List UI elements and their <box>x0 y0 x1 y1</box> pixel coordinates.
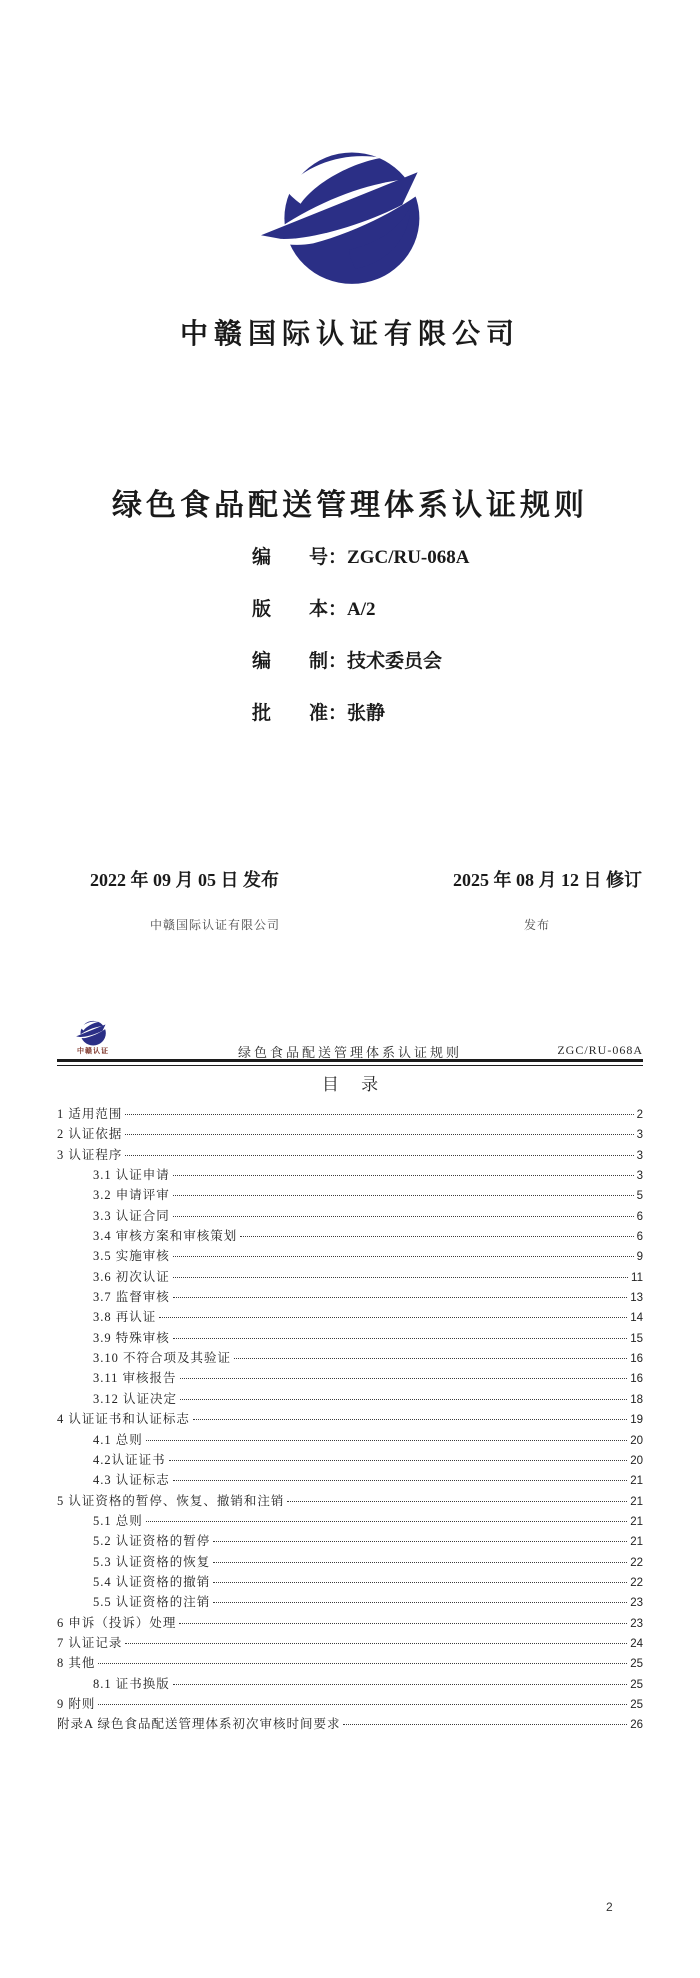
toc-entry[interactable] <box>57 1430 643 1450</box>
toc-dot-leader <box>173 1684 627 1685</box>
toc-entry[interactable] <box>57 1633 643 1653</box>
toc-dot-leader <box>213 1582 627 1583</box>
release-date: 2022 年 09 月 05 日 发布 <box>90 870 279 890</box>
page-number: 2 <box>606 1900 613 1914</box>
toc-entry-label: 3.12 认证决定 <box>93 1391 178 1406</box>
toc-entry-label: 5.4 认证资格的撤销 <box>93 1574 211 1589</box>
toc-dot-leader <box>234 1358 627 1359</box>
toc-dot-leader <box>146 1440 627 1441</box>
toc-entry-page: 15 <box>630 1332 643 1345</box>
toc-dot-leader <box>125 1134 633 1135</box>
toc-entry-label: 5.2 认证资格的暂停 <box>93 1534 211 1549</box>
toc-entry[interactable] <box>57 1226 643 1246</box>
issuer-name: 中赣国际认证有限公司 <box>150 918 281 932</box>
header-rule <box>57 1059 643 1066</box>
toc-dot-leader <box>98 1704 627 1705</box>
toc-entry-label: 5.3 认证资格的恢复 <box>93 1554 211 1569</box>
toc-entry[interactable] <box>57 1409 643 1429</box>
toc-entry-page: 9 <box>636 1251 643 1264</box>
toc-entry-page: 24 <box>630 1637 643 1650</box>
toc-entry-label: 3.4 审核方案和审核策划 <box>93 1229 238 1244</box>
toc-entry-label: 7 认证记录 <box>57 1635 123 1650</box>
toc-entry-label: 4.2认证证书 <box>93 1452 166 1467</box>
toc-entry-page: 18 <box>630 1393 643 1406</box>
toc-entry-page: 3 <box>636 1149 643 1162</box>
toc-dot-leader <box>173 1175 634 1176</box>
toc-entry[interactable] <box>57 1694 643 1714</box>
toc-entry-page: 16 <box>630 1353 643 1366</box>
toc-entry[interactable] <box>57 1592 643 1612</box>
toc-dot-leader <box>173 1297 627 1298</box>
toc-entry-page: 11 <box>631 1271 643 1284</box>
toc-entry[interactable] <box>57 1552 643 1572</box>
toc-entry-page: 22 <box>630 1576 643 1589</box>
toc-entry-page: 23 <box>630 1597 643 1610</box>
toc-entry-label: 5 认证资格的暂停、恢复、撤销和注销 <box>57 1493 285 1508</box>
company-name: 中赣国际认证有限公司 <box>179 319 520 350</box>
toc-dot-leader <box>125 1643 627 1644</box>
toc-entry-label: 4.1 总则 <box>93 1432 143 1447</box>
toc-dot-leader <box>180 1378 628 1379</box>
toc-entry[interactable] <box>57 1185 643 1205</box>
toc-dot-leader <box>213 1541 627 1542</box>
field-label: 批 准： <box>252 703 348 724</box>
toc-dot-leader <box>193 1419 627 1420</box>
toc-entry-label: 3.6 初次认证 <box>93 1269 170 1284</box>
toc-entry[interactable] <box>57 1206 643 1226</box>
toc-entry[interactable] <box>57 1572 643 1592</box>
toc-dot-leader <box>125 1155 633 1156</box>
toc-dot-leader <box>213 1562 627 1563</box>
toc-entry-label: 3.3 认证合同 <box>93 1208 170 1223</box>
toc-entry-label: 附录A 绿色食品配送管理体系初次审核时间要求 <box>57 1717 341 1732</box>
toc-dot-leader <box>173 1195 634 1196</box>
toc-entry-page: 5 <box>636 1190 643 1203</box>
toc-entry-page: 6 <box>636 1231 643 1244</box>
date-line <box>90 866 642 892</box>
toc-entry[interactable] <box>57 1145 643 1165</box>
toc-dot-leader <box>125 1114 633 1115</box>
field-value: 张静 <box>347 703 386 724</box>
toc-entry-page: 20 <box>630 1454 643 1467</box>
toc-entry[interactable] <box>57 1307 643 1327</box>
toc-entry-page: 6 <box>636 1210 643 1223</box>
toc-entry[interactable] <box>57 1389 643 1409</box>
toc-entry-page: 21 <box>630 1495 643 1508</box>
toc-entry-page: 2 <box>636 1109 643 1121</box>
toc-entry-label: 3.8 再认证 <box>93 1310 157 1325</box>
cover-field-row <box>252 646 469 698</box>
cover-field-row <box>252 594 469 646</box>
toc-entry[interactable] <box>57 1714 643 1734</box>
toc-entry[interactable] <box>57 1287 643 1307</box>
toc-entry[interactable] <box>57 1348 643 1368</box>
toc-title: 目 录 <box>321 1075 388 1094</box>
toc-entry[interactable] <box>57 1104 643 1124</box>
toc-entry-label: 3.7 监督审核 <box>93 1290 170 1305</box>
cover-field-row <box>252 542 469 594</box>
field-value: A/2 <box>347 599 376 620</box>
toc-entry-label: 2 认证依据 <box>57 1127 123 1142</box>
toc-entry[interactable] <box>57 1328 643 1348</box>
toc-entry[interactable] <box>57 1470 643 1490</box>
toc-dot-leader <box>159 1317 627 1318</box>
toc-entry-page: 14 <box>630 1312 643 1325</box>
issue-label: 发布 <box>523 918 550 932</box>
toc-dot-leader <box>173 1480 627 1481</box>
toc-entry[interactable] <box>57 1267 643 1287</box>
toc-entry-page: 3 <box>636 1129 643 1142</box>
field-label: 编 制： <box>252 651 348 672</box>
field-label: 编 号： <box>252 547 348 568</box>
toc-entry-label: 4.3 认证标志 <box>93 1473 170 1488</box>
toc-dot-leader <box>240 1236 633 1237</box>
toc-dot-leader <box>146 1521 627 1522</box>
toc-dot-leader <box>169 1460 628 1461</box>
toc-entry-page: 21 <box>630 1515 643 1528</box>
toc-entry-page: 25 <box>630 1658 643 1671</box>
toc-dot-leader <box>180 1399 627 1400</box>
toc-entry-label: 3.2 申请评审 <box>93 1188 170 1203</box>
toc-entry-page: 20 <box>630 1434 643 1447</box>
toc-entry[interactable] <box>57 1613 643 1633</box>
toc-entry-page: 25 <box>630 1678 643 1691</box>
field-label: 版 本： <box>252 599 348 620</box>
toc-entry-label: 3.9 特殊审核 <box>93 1330 170 1345</box>
toc-entry[interactable] <box>57 1124 643 1144</box>
header-document-title: 绿色食品配送管理体系认证规则 <box>237 1045 462 1060</box>
toc-entry-label: 3.10 不符合项及其验证 <box>93 1351 232 1366</box>
toc-entry[interactable] <box>57 1368 643 1388</box>
toc-entry-label: 9 附则 <box>57 1696 96 1711</box>
toc-entry[interactable] <box>57 1511 643 1531</box>
toc-entry-page: 25 <box>630 1698 643 1711</box>
toc-entry-label: 3.11 审核报告 <box>93 1371 177 1386</box>
revision-date: 2025 年 08 月 12 日 修订 <box>453 870 642 890</box>
toc-dot-leader <box>98 1663 627 1664</box>
field-value: ZGC/RU-068A <box>347 547 470 568</box>
company-logo-icon <box>261 148 441 298</box>
toc-entry-page: 19 <box>630 1414 643 1427</box>
toc-entry-label: 5.5 认证资格的注销 <box>93 1595 211 1610</box>
toc-dot-leader <box>343 1724 627 1725</box>
toc-entry-page: 22 <box>630 1556 643 1569</box>
toc-dot-leader <box>213 1602 627 1603</box>
toc-entry-label: 3 认证程序 <box>57 1147 123 1162</box>
document-title: 绿色食品配送管理体系认证规则 <box>112 489 588 522</box>
toc-entry-label: 8.1 证书换版 <box>93 1676 170 1691</box>
toc-entry-page: 21 <box>630 1536 643 1549</box>
toc-entry-label: 1 适用范围 <box>57 1107 123 1121</box>
cover-field-row <box>252 698 469 750</box>
toc-dot-leader <box>173 1216 634 1217</box>
toc-dot-leader <box>173 1338 627 1339</box>
toc-entry[interactable] <box>57 1531 643 1551</box>
toc-entry-page: 16 <box>630 1373 643 1386</box>
toc-entry-page: 26 <box>630 1719 643 1732</box>
toc-entry[interactable] <box>57 1165 643 1185</box>
table-of-contents <box>57 1104 643 1735</box>
toc-entry[interactable] <box>57 1450 643 1470</box>
header-document-code: ZGC/RU-068A <box>557 1043 643 1057</box>
toc-entry[interactable] <box>57 1246 643 1266</box>
toc-entry-page: 3 <box>636 1170 643 1183</box>
toc-entry[interactable] <box>57 1491 643 1511</box>
header-logo-caption: 中赣认证 <box>77 1047 109 1055</box>
toc-dot-leader <box>287 1501 627 1502</box>
toc-entry-label: 8 其他 <box>57 1656 96 1671</box>
toc-dot-leader <box>179 1623 627 1624</box>
toc-entry-page: 13 <box>630 1292 643 1305</box>
toc-entry-label: 3.1 认证申请 <box>93 1168 170 1183</box>
toc-entry-label: 6 申诉（投诉）处理 <box>57 1615 177 1630</box>
toc-entry[interactable] <box>57 1653 643 1673</box>
toc-entry[interactable] <box>57 1674 643 1694</box>
toc-entry-page: 23 <box>630 1617 643 1630</box>
toc-dot-leader <box>173 1277 628 1278</box>
toc-entry-label: 4 认证证书和认证标志 <box>57 1412 190 1427</box>
toc-dot-leader <box>173 1256 634 1257</box>
toc-entry-label: 5.1 总则 <box>93 1513 143 1528</box>
cover-fields <box>252 542 469 750</box>
toc-entry-page: 21 <box>630 1475 643 1488</box>
toc-entry-label: 3.5 实施审核 <box>93 1249 170 1264</box>
field-value: 技术委员会 <box>347 651 443 672</box>
cover-footer <box>150 916 550 933</box>
